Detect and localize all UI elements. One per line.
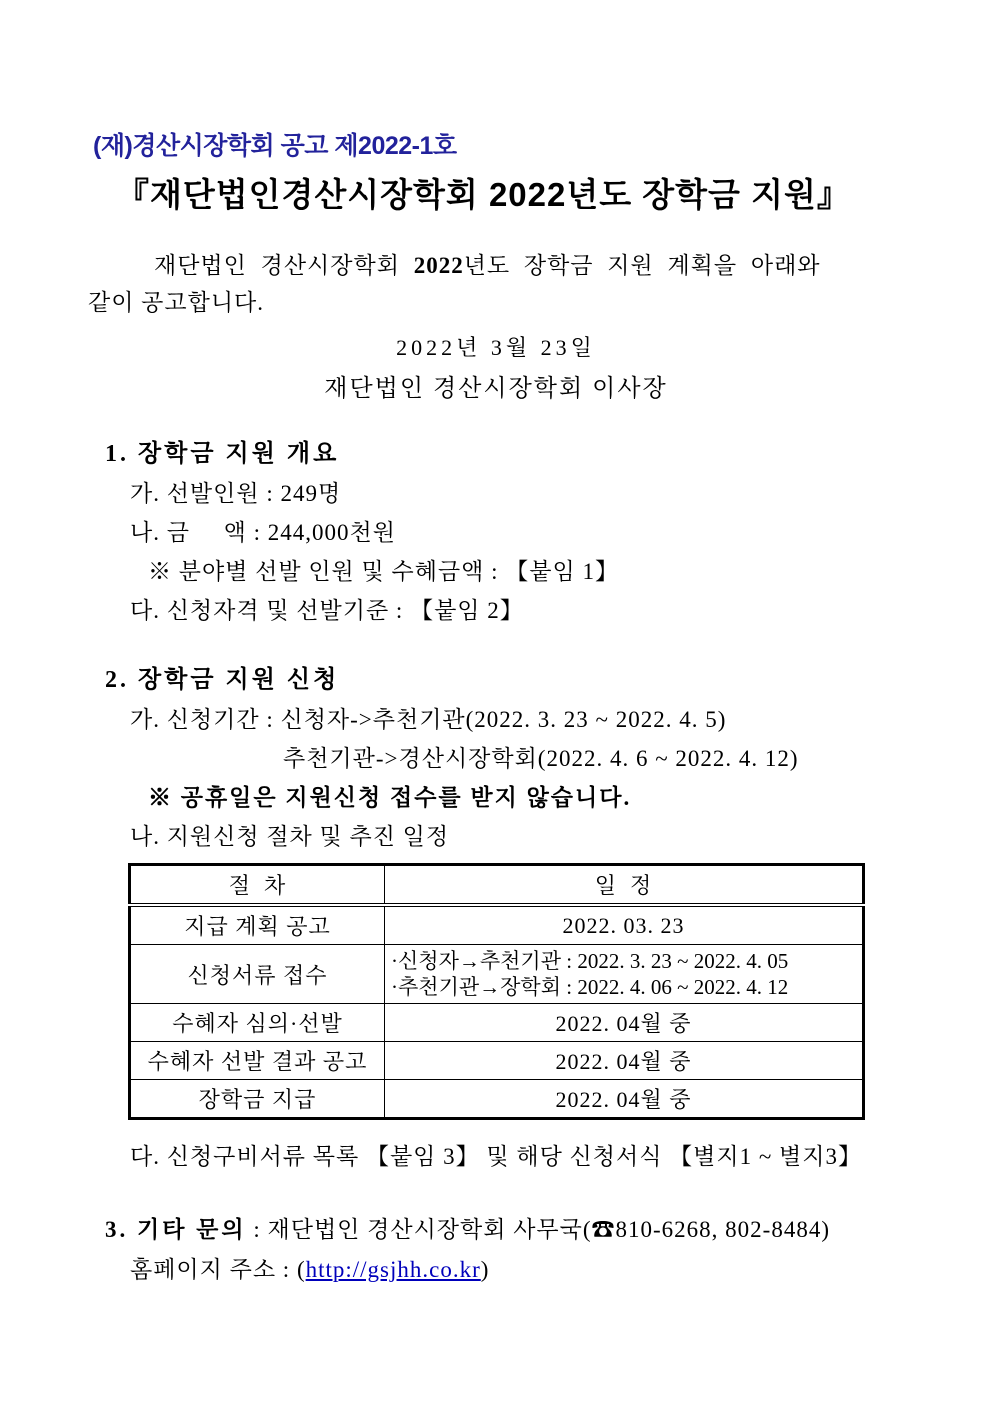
schedule-line-2: ·추천기관→장학회 : 2022. 4. 06 ~ 2022. 4. 12 [391,975,789,999]
section3-contact [105,1216,992,1244]
homepage-suffix: ) [480,1257,490,1282]
schedule-cell: 2022. 04월 중 [385,1004,864,1042]
intro-year: 2022 [413,253,464,278]
column-header-procedure: 절 차 [130,865,385,906]
procedure-cell: 신청서류 접수 [130,945,385,1004]
procedure-cell: 수혜자 심의·선발 [130,1004,385,1042]
table-row [130,945,864,1004]
section3-contact-text: : 재단법인 경산시장학회 사무국(☎810-6268, 802-8484) [246,1217,830,1242]
table-row [130,1004,864,1042]
section2-item-application-period-line2: 추천기관->경산시장학회(2022. 4. 6 ~ 2022. 4. 12) [283,746,799,771]
section2-heading: 2. 장학금 지원 신청 [105,667,340,693]
procedure-cell: 수혜자 선발 결과 공고 [130,1042,385,1080]
section2-holiday-note: ※ 공휴일은 지원신청 접수를 받지 않습니다. [148,785,632,810]
intro-text-post: 년도 장학금 지원 계획을 아래와 [463,253,821,278]
procedure-cell: 장학금 지급 [130,1080,385,1119]
section1-item-selection-count: 가. 선발인원 : 249명 [130,481,342,506]
schedule-cell: 2022. 03. 23 [385,905,864,945]
section1-item-amount: 나. 금 액 : 244,000천원 [130,520,396,545]
notice-number: (재)경산시장학회 공고 제2022-1호 [93,132,457,160]
table-row [130,905,864,945]
schedule-cell: 2022. 04월 중 [385,1080,864,1119]
table-row [130,1080,864,1119]
schedule-cell [385,945,864,1004]
section3-heading: 3. 기타 문의 [105,1217,247,1242]
intro-line-2: 같이 공고합니다. [88,290,265,315]
issuer-title: 재단법인 경산시장학회 이사장 [324,376,668,402]
intro-line-1 [88,247,908,284]
schedule-cell: 2022. 04월 중 [385,1042,864,1080]
section1-attachment-note: ※ 분야별 선발 인원 및 수혜금액 : 【붙임 1】 [148,559,619,584]
table-row [130,1042,864,1080]
schedule-line-1: ·신청자→추천기관 : 2022. 3. 23 ~ 2022. 4. 05 [391,949,789,973]
homepage-line [130,1256,992,1284]
intro-paragraph [88,247,908,321]
schedule-table [128,863,865,1120]
column-header-schedule: 일 정 [385,865,864,906]
procedure-cell: 지급 계획 공고 [130,905,385,945]
section1-item-eligibility: 다. 신청자격 및 선발기준 : 【붙임 2】 [130,598,524,623]
section2-item-procedure: 나. 지원신청 절차 및 추진 일정 [130,824,450,849]
homepage-label: 홈페이지 주소 : ( [130,1257,306,1282]
announcement-date: 2022년 3월 23일 [396,335,596,360]
document-title: 『재단법인경산시장학회 2022년도 장학금 지원』 [116,176,851,213]
homepage-link[interactable]: http://gsjhh.co.kr [305,1257,481,1282]
section1-heading: 1. 장학금 지원 개요 [105,441,340,467]
table-header-row [130,865,864,906]
section2-item-application-period: 가. 신청기간 : 신청자->추천기관(2022. 3. 23 ~ 2022. 4. 5) [130,707,727,732]
section2-item-documents: 다. 신청구비서류 목록 【붙임 3】 및 해당 신청서식 【별지1 ~ 별지3】 [130,1144,862,1169]
intro-text-pre: 재단법인 경산시장학회 [154,253,414,278]
